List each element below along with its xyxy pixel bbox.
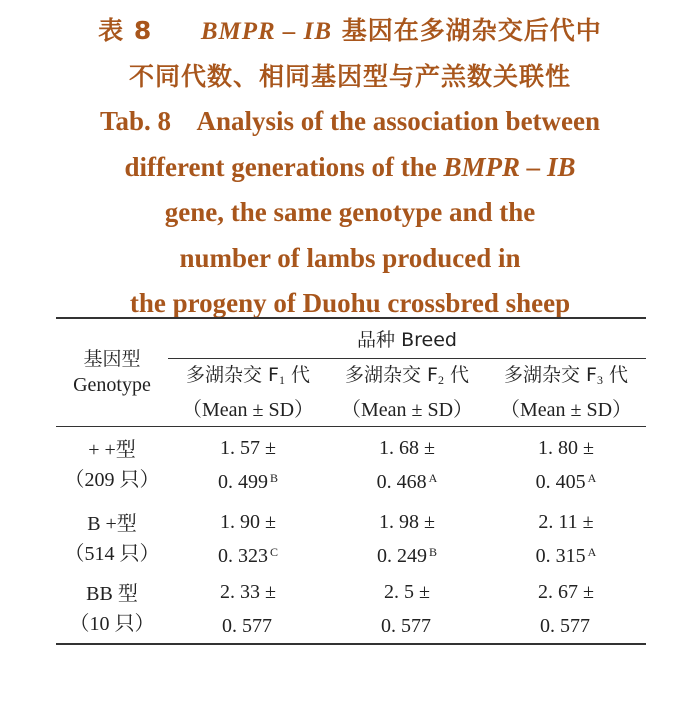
caption-en-line-2 (0, 145, 700, 191)
column-stat-f2: （Mean ± SD） (328, 390, 486, 426)
column-header-f1 (168, 358, 328, 390)
column-f1-suffix: 代 (284, 364, 310, 387)
significance-letter: B (269, 471, 278, 486)
sd-value: 0. 577 (381, 614, 431, 637)
mean-value: 1. 90 ± (220, 511, 276, 533)
breed-header-text: 品种 Breed (357, 328, 457, 351)
sd-value: 0. 323 (217, 545, 268, 567)
association-table (56, 317, 646, 645)
sd-value: 0. 405 (535, 471, 586, 494)
significance-letter: A (587, 545, 597, 559)
column-f3-prefix: 多湖杂交 F (504, 364, 597, 387)
significance-letter: C (269, 545, 278, 559)
caption-zh-line-1 (0, 8, 700, 54)
caption-en-line-4: number of lambs produced in (179, 242, 521, 273)
value-cell (328, 426, 486, 504)
caption-zh-rest: 基因在多湖杂交后代中 (341, 16, 602, 45)
value-cell (168, 504, 328, 574)
value-cell (486, 574, 646, 644)
table-row (56, 574, 646, 644)
genotype-label: + +型 (88, 439, 136, 462)
genotype-cell (56, 426, 168, 504)
column-f3-suffix: 代 (602, 364, 629, 387)
genotype-header-zh: 基因型 (83, 348, 141, 371)
sd-value: 0. 468 (376, 471, 427, 494)
sd-value: 0. 315 (535, 545, 586, 567)
sd-value: 0. 577 (540, 614, 591, 637)
table-row (56, 504, 646, 574)
mean-value: 1. 98 ± (379, 511, 435, 533)
significance-letter: A (428, 471, 438, 486)
column-header-f3 (486, 358, 646, 390)
mean-value: 1. 68 ± (379, 437, 435, 460)
genotype-cell (56, 574, 168, 644)
genotype-cell (56, 504, 168, 574)
table-caption (0, 8, 700, 327)
mean-value: 2. 67 ± (538, 580, 594, 603)
mean-value: 2. 5 ± (384, 580, 430, 603)
column-f2-suffix: 代 (443, 364, 469, 387)
value-cell (486, 504, 646, 574)
sd-value: 0. 249 (376, 545, 427, 567)
significance-letter: A (587, 471, 597, 486)
caption-table-number: 表 8 (98, 16, 153, 45)
genotype-header (56, 318, 168, 426)
mean-value: 2. 11 ± (538, 511, 594, 533)
column-header-f2 (328, 358, 486, 390)
genotype-count: （209 只） (64, 469, 160, 492)
header-row-breed (56, 318, 646, 358)
table-row (56, 426, 646, 504)
value-cell (486, 426, 646, 504)
genotype-count: （514 只） (64, 543, 160, 565)
value-cell (168, 574, 328, 644)
mean-value: 1. 80 ± (538, 437, 594, 460)
caption-zh-line-2: 不同代数、相同基因型与产羔数关联性 (128, 61, 571, 91)
column-f2-sub: 2 (437, 373, 444, 388)
breed-header (168, 318, 646, 358)
column-f2-prefix: 多湖杂交 F (344, 364, 438, 387)
genotype-label: BB 型 (86, 582, 138, 605)
value-cell (168, 426, 328, 504)
column-f1-prefix: 多湖杂交 F (185, 364, 279, 387)
significance-letter: B (428, 545, 437, 559)
caption-gene-name: BMPR – IB (200, 18, 333, 45)
value-cell (328, 504, 486, 574)
sd-value: 0. 499 (217, 471, 268, 494)
mean-value: 1. 57 ± (220, 437, 276, 460)
column-stat-f1: （Mean ± SD） (168, 390, 328, 426)
caption-en-line-5: the progeny of Duohu crossbred sheep (129, 288, 571, 318)
genotype-header-en: Genotype (73, 374, 151, 397)
genotype-label: B +型 (87, 513, 137, 535)
column-f1-sub: 1 (278, 373, 285, 388)
caption-en-line-2-text: different generations of the (124, 151, 437, 182)
column-f3-sub: 3 (596, 373, 603, 388)
caption-en-line-1: Tab. 8 Analysis of the association between (99, 106, 601, 136)
genotype-count: （10 只） (69, 612, 155, 635)
sd-value: 0. 577 (222, 614, 272, 637)
caption-en-line-3: gene, the same genotype and the (164, 197, 536, 227)
caption-en-gene-name: BMPR – IB (443, 151, 576, 182)
mean-value: 2. 33 ± (220, 580, 276, 603)
value-cell (328, 574, 486, 644)
column-stat-f3: （Mean ± SD） (486, 390, 646, 426)
